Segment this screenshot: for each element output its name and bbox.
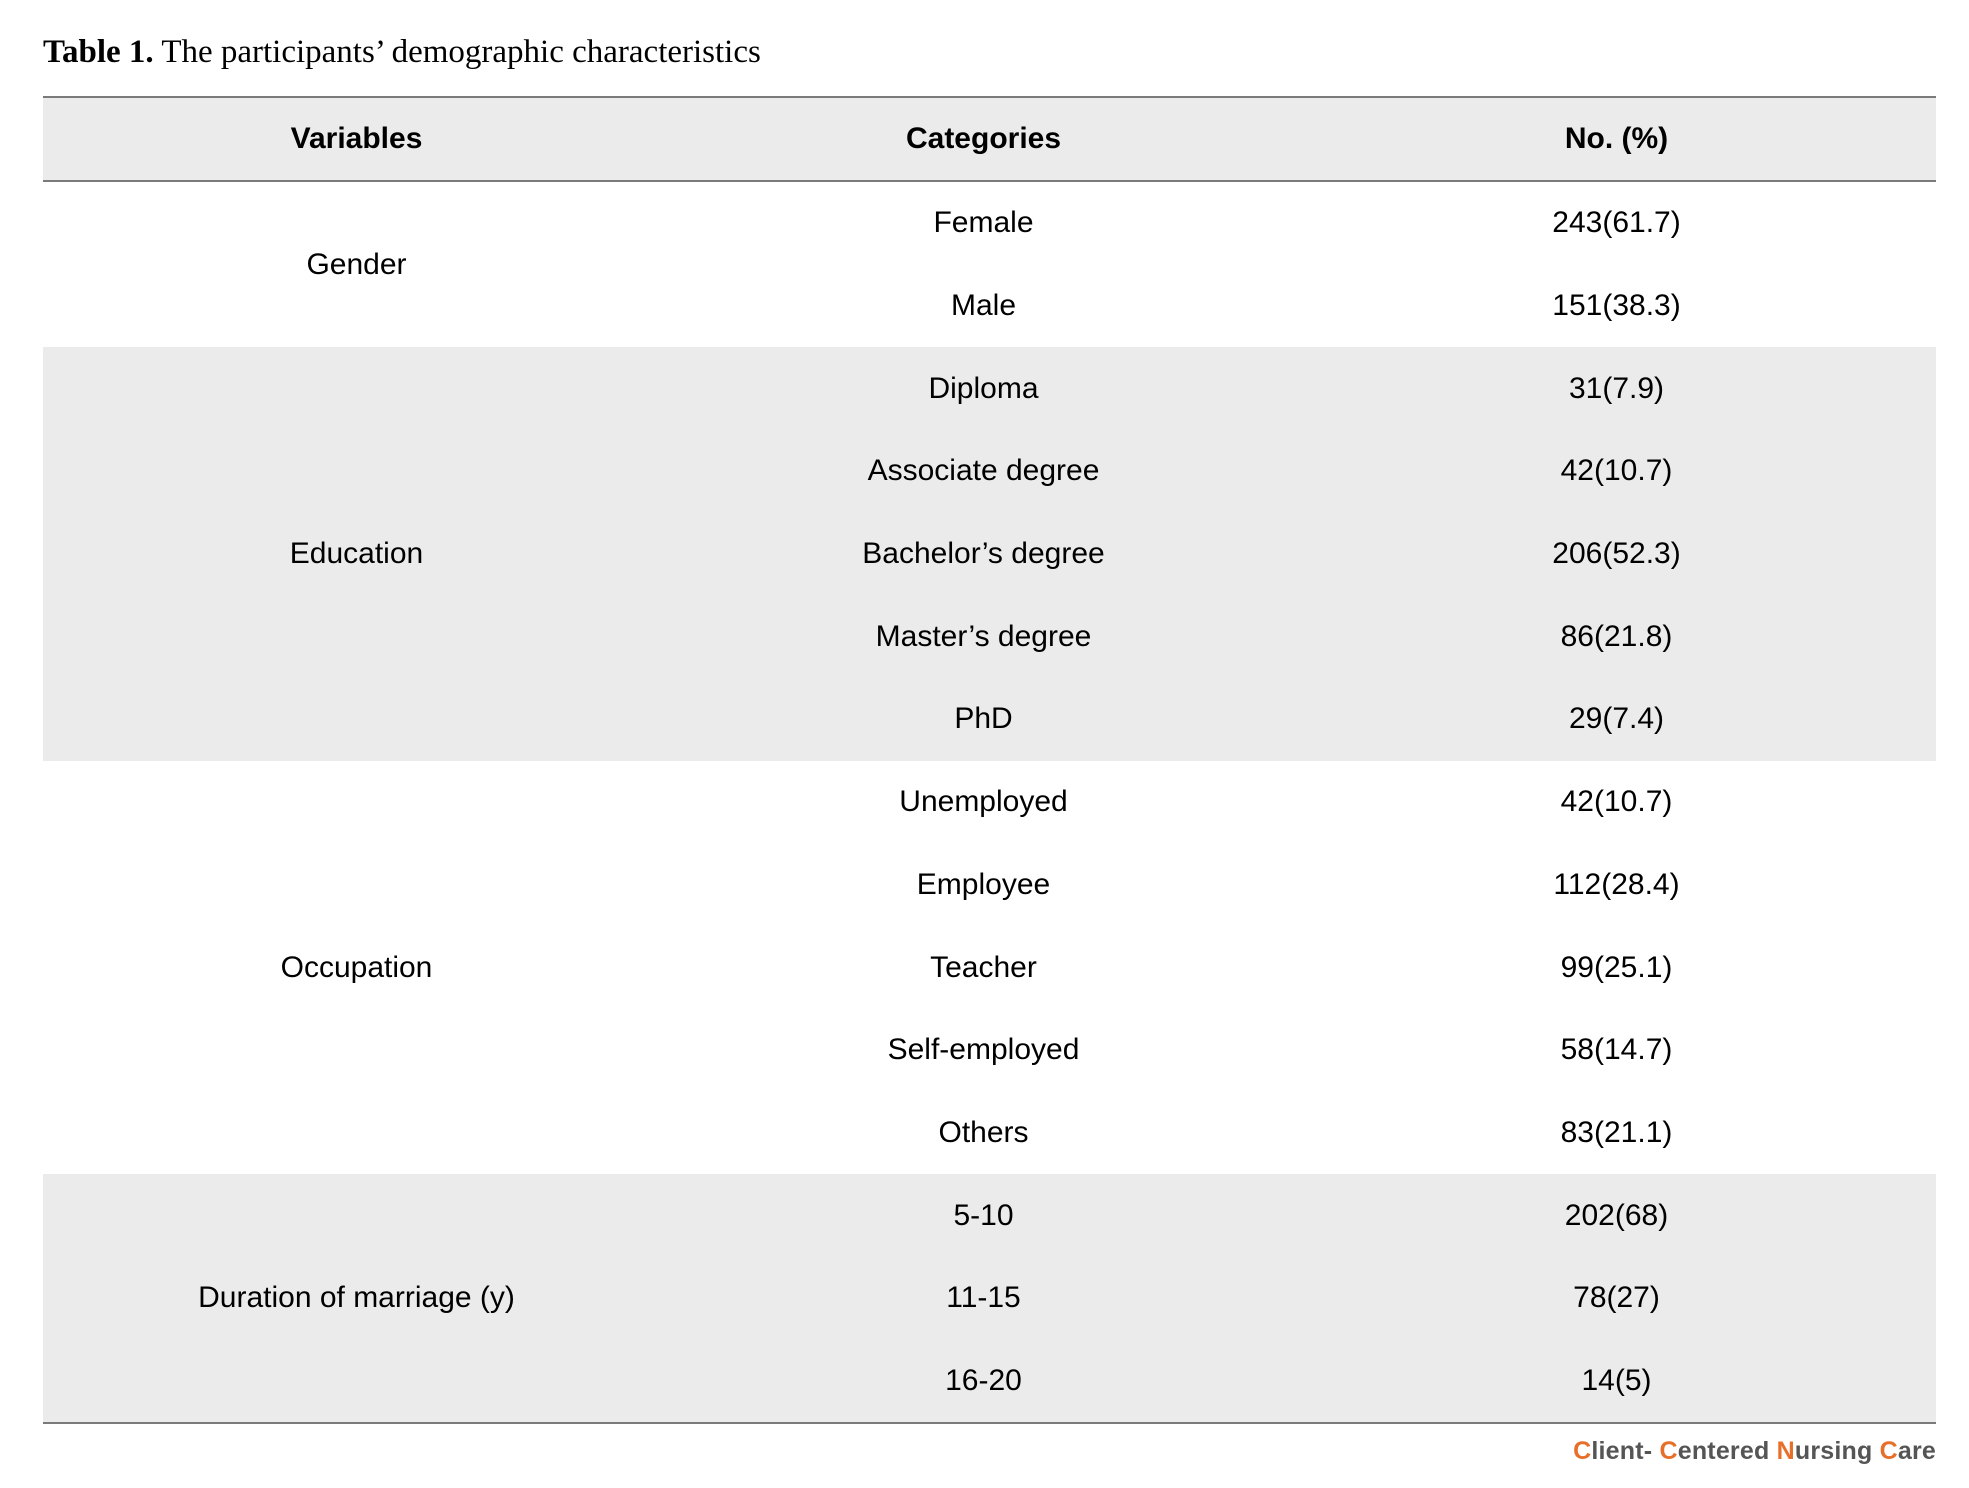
count-percent-cell: 99(25.1): [1560, 950, 1673, 984]
category-cell: 16-20: [670, 1340, 1297, 1424]
count-percent-cell: 83(21.1): [1560, 1115, 1673, 1149]
category-cell: Employee: [916, 867, 1051, 901]
variable-cell: Duration of marriage (y): [43, 1174, 670, 1423]
count-percent-cell: 202(68): [1297, 1174, 1936, 1257]
category-cell: Diploma: [670, 347, 1297, 430]
category-cell: Teacher: [930, 950, 1037, 984]
table-body: [43, 181, 1936, 1423]
count-percent-cell: 78(27): [1297, 1257, 1936, 1340]
category-cell: Female: [933, 206, 1034, 240]
count-percent-cell: 42(10.7): [1560, 785, 1673, 819]
category-cell: 5-10: [670, 1174, 1297, 1257]
brand-initial: C: [1573, 1437, 1592, 1465]
brand-initial: C: [1879, 1437, 1898, 1465]
brand-initial: N: [1776, 1437, 1795, 1465]
table-row: [43, 181, 1936, 265]
table-caption-label: Table 1.: [43, 34, 154, 70]
category-cell: Associate degree: [670, 430, 1297, 513]
brand-initial: C: [1659, 1437, 1678, 1465]
table-row: [43, 1174, 1936, 1257]
count-percent-cell: 86(21.8): [1297, 595, 1936, 678]
brand-text: lient-: [1591, 1437, 1660, 1465]
header-row: [43, 97, 1936, 181]
brand-text: entered: [1677, 1437, 1777, 1465]
category-cell: Unemployed: [899, 785, 1068, 819]
table-row: [43, 347, 1936, 430]
category-cell: Others: [938, 1115, 1029, 1149]
brand-text: are: [1897, 1437, 1936, 1465]
variable-cell: Occupation: [280, 950, 433, 984]
table-row: [43, 761, 1936, 844]
count-percent-cell: 58(14.7): [1560, 1033, 1673, 1067]
count-percent-cell: 112(28.4): [1553, 867, 1680, 901]
header-variables: Variables: [43, 97, 670, 181]
count-percent-cell: 206(52.3): [1297, 513, 1936, 596]
count-percent-cell: 151(38.3): [1552, 289, 1681, 323]
table-caption-text: The participants’ demographic characteristics: [161, 34, 761, 70]
count-percent-cell: 243(61.7): [1552, 206, 1681, 240]
category-cell: Male: [950, 289, 1017, 323]
category-cell: Bachelor’s degree: [670, 513, 1297, 596]
table-caption: [43, 34, 761, 71]
brand-text: ursing: [1794, 1437, 1880, 1465]
header-count-percent: No. (%): [1297, 97, 1936, 181]
category-cell: Master’s degree: [670, 595, 1297, 678]
table-header: [43, 97, 1936, 181]
journal-brand: [1573, 1437, 1936, 1466]
count-percent-cell: 31(7.9): [1297, 347, 1936, 430]
count-percent-cell: 29(7.4): [1297, 678, 1936, 761]
header-categories: Categories: [670, 97, 1297, 181]
demographics-table: [43, 96, 1936, 1424]
count-percent-cell: 42(10.7): [1297, 430, 1936, 513]
category-cell: Self-employed: [887, 1033, 1080, 1067]
variable-cell: Education: [43, 347, 670, 760]
variable-cell: Gender: [306, 247, 407, 281]
category-cell: 11-15: [670, 1257, 1297, 1340]
category-cell: PhD: [670, 678, 1297, 761]
count-percent-cell: 14(5): [1297, 1340, 1936, 1424]
